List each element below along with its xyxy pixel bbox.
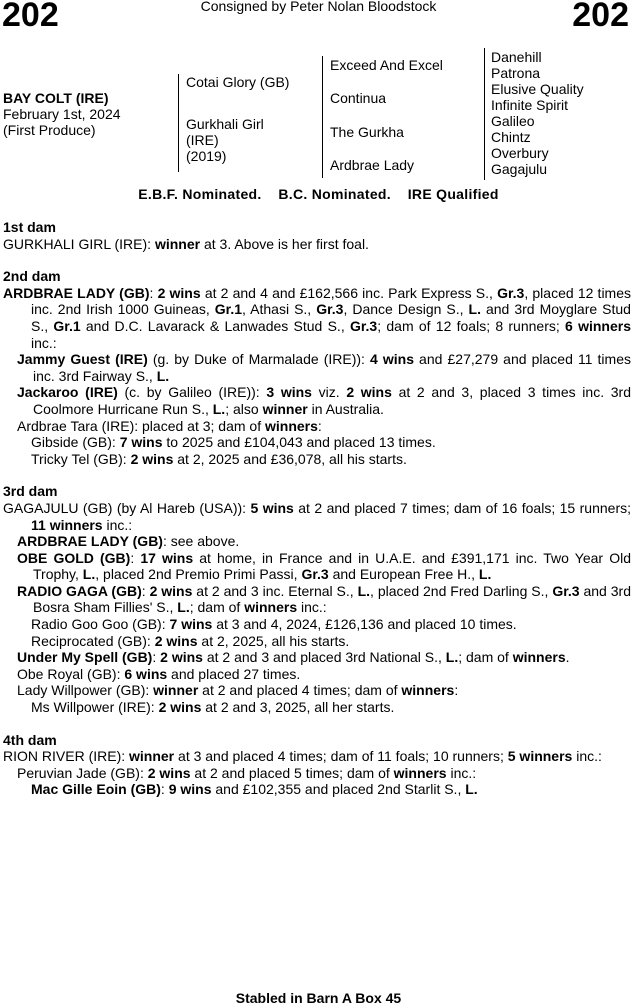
dam4-produce bbox=[3, 765, 631, 798]
produce-entry: RADIO GAGA (GB): 2 wins at 2 and 3 inc. Eternal S., L., placed 2nd Fred Darling S., Gr.3 and 3rd Bosra Sham Fillies' S., L.; dam of winners inc.: bbox=[17, 582, 631, 616]
section-header: 1st dam bbox=[3, 219, 56, 235]
dam4-text: RION RIVER (IRE): winner at 3 and placed 4 times; dam of 11 foals; 10 runners; 5 winners inc.: bbox=[3, 748, 602, 765]
horse-dob: February 1st, 2024 bbox=[3, 106, 121, 122]
produce-entry: Jammy Guest (IRE) (g. by Duke of Marmalade (IRE)): 4 wins and £27,279 and placed 11 times inc. 3rd Fairway S., L. bbox=[17, 351, 631, 384]
produce-entry: Gibside (GB): 7 wins to 2025 and £104,043 and placed 13 times. bbox=[31, 434, 436, 451]
horse-name: BAY COLT (IRE) bbox=[3, 90, 109, 106]
stabled-location: Stabled in Barn A Box 45 bbox=[235, 990, 402, 1006]
pedigree-divider bbox=[484, 48, 485, 180]
pedigree-sire: Cotai Glory (GB) bbox=[186, 74, 290, 90]
horse-note: (First Produce) bbox=[3, 122, 96, 138]
dam2-text: ARDBRAE LADY (GB): 2 wins at 2 and 4 and £162,566 inc. Park Express S., Gr.3, placed 12 times inc. 2nd Irish 1000 Guineas, Gr.1, Athasi S., Gr.3, Dance Design S., L. and 3rd Moyglare Stud S., Gr.1 and D.C. Lavarack & Lanwades Stud S., Gr.3; dam of 12 foals; 8 runners; 6 winners inc.: bbox=[3, 284, 632, 351]
produce-entry: Ardbrae Tara (IRE): placed at 3; dam of winners: bbox=[17, 417, 322, 434]
produce-entry: Ms Willpower (IRE): 2 wins at 2 and 3, 2025, all her starts. bbox=[31, 699, 395, 716]
produce-entry: Mac Gille Eoin (GB): 9 wins and £102,355 and placed 2nd Starlit S., L. bbox=[31, 781, 478, 798]
produce-entry: OBE GOLD (GB): 17 wins at home, in France and in U.A.E. and £391,171 inc. Two Year Old Trophy, L., placed 2nd Premio Primi Passi, Gr.3 and European Free H., L. bbox=[17, 549, 631, 583]
pedigree-grandsire: The Gurkha bbox=[330, 124, 404, 140]
nominations: E.B.F. Nominated. B.C. Nominated. IRE Qualified bbox=[138, 186, 499, 202]
pedigree-grandsire: Exceed And Excel bbox=[330, 57, 443, 73]
produce-entry: Reciprocated (GB): 2 wins at 2, 2025, all his starts. bbox=[31, 632, 350, 649]
produce-entry: Under My Spell (GB): 2 wins at 2 and 3 and placed 3rd National S., L.; dam of winners. bbox=[17, 649, 570, 666]
produce-entry: Radio Goo Goo (GB): 7 wins at 3 and 4, 2024, £126,136 and placed 10 times. bbox=[31, 616, 517, 633]
produce-entry: Obe Royal (GB): 6 wins and placed 27 times. bbox=[17, 665, 301, 682]
produce-entry: Jackaroo (IRE) (c. by Galileo (IRE)): 3 wins viz. 2 wins at 2 and 3, placed 3 times inc. 3rd Coolmore Hurricane Run S., L.; also winner in Australia. bbox=[17, 384, 632, 417]
produce-entry: Tricky Tel (GB): 2 wins at 2, 2025 and £36,078, all his starts. bbox=[31, 450, 407, 467]
produce-entry: Lady Willpower (GB): winner at 2 and placed 4 times; dam of winners: bbox=[17, 682, 459, 699]
pedigree-granddam: Continua bbox=[330, 90, 387, 106]
pedigree-great-grandparents: Danehill Patrona Elusive Quality Infinite Spirit Galileo Chintz Overbury Gagajulu bbox=[491, 49, 584, 177]
section-header: 3rd dam bbox=[3, 483, 58, 500]
section-header: 2nd dam bbox=[3, 268, 61, 285]
produce-entry: ARDBRAE LADY (GB): see above. bbox=[17, 533, 240, 550]
dam3-produce bbox=[3, 533, 631, 716]
pedigree-divider bbox=[322, 56, 323, 178]
lot-number: 202 bbox=[2, 0, 59, 34]
dam2-produce bbox=[3, 351, 631, 467]
pedigree-granddam: Ardbrae Lady bbox=[330, 157, 415, 173]
dam3-text: GAGAJULU (GB) (by Al Hareb (USA)): 5 wins at 2 and placed 7 times; dam of 16 foals; 15 runners; 11 winners inc.: bbox=[3, 499, 632, 533]
catalogue-body bbox=[3, 219, 631, 798]
pedigree-divider bbox=[178, 74, 179, 172]
produce-entry: Peruvian Jade (GB): 2 wins at 2 and placed 5 times; dam of winners inc.: bbox=[17, 764, 477, 781]
dam1-text: GURKHALI GIRL (IRE): winner at 3. Above is her first foal. bbox=[3, 235, 369, 252]
horse-info bbox=[3, 90, 121, 138]
lot-number-right: 202 bbox=[572, 0, 629, 34]
section-header: 4th dam bbox=[3, 731, 57, 748]
pedigree-dam: Gurkhali Girl (IRE) (2019) bbox=[186, 116, 264, 164]
consignor: Consigned by Peter Nolan Bloodstock bbox=[200, 0, 437, 14]
